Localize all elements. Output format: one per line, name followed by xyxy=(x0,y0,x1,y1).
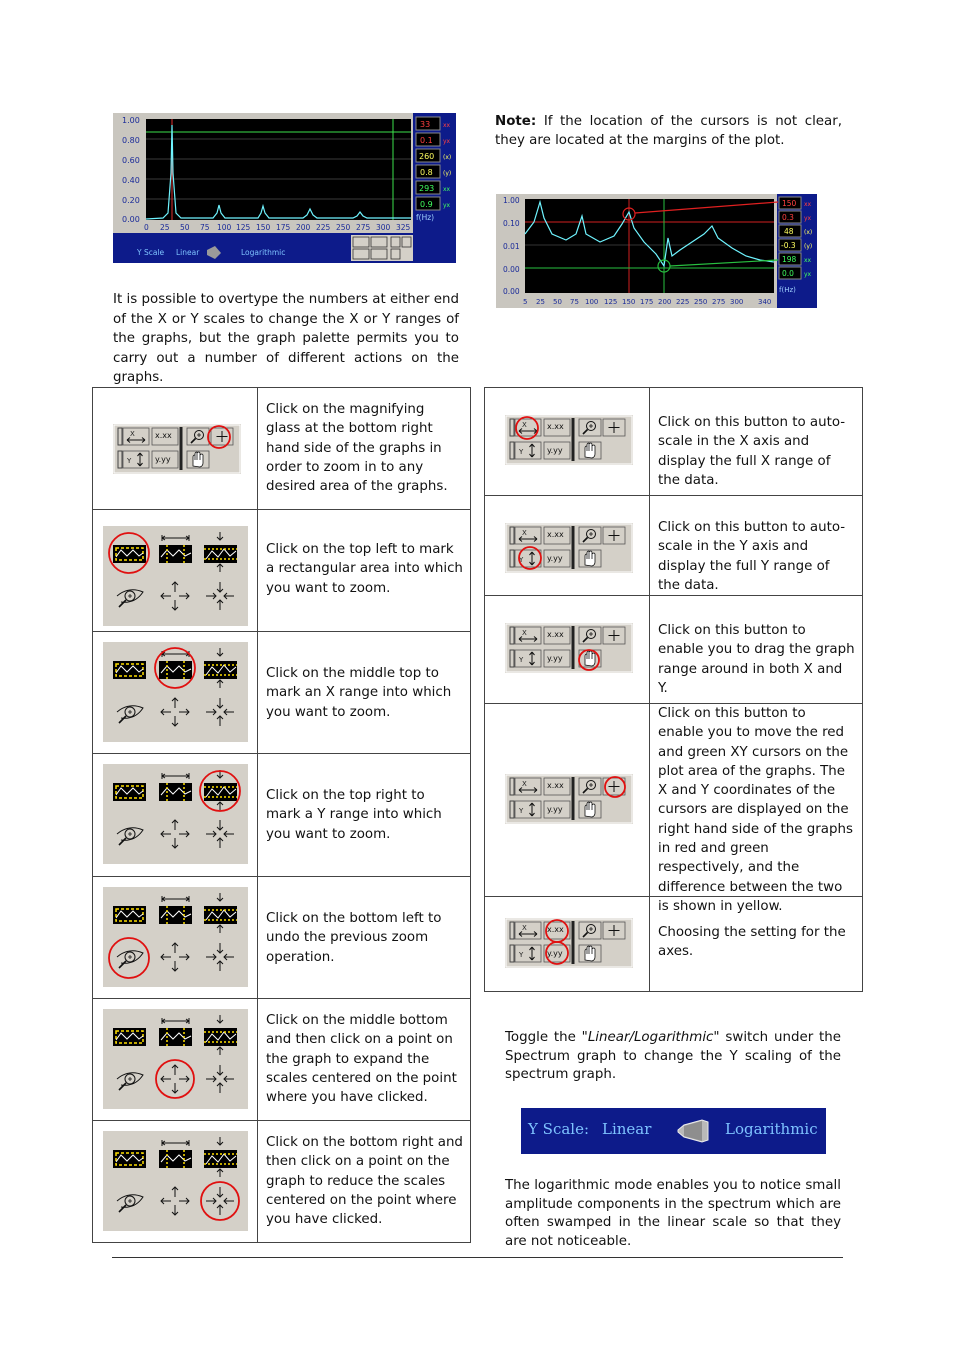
y-tick: 0.80 xyxy=(122,136,140,145)
x-unit: f(Hz) xyxy=(416,213,435,222)
table-row xyxy=(93,754,470,877)
zoom-palette-image xyxy=(103,1009,248,1109)
graph-palette-image xyxy=(505,918,633,968)
readout-value: 0.9 xyxy=(420,200,433,209)
readout-value: 0.8 xyxy=(420,168,433,177)
x-tick: 125 xyxy=(236,223,251,232)
readout-unit: (y) xyxy=(443,170,452,177)
x-tick: 200 xyxy=(296,223,311,232)
linear-option[interactable]: Linear xyxy=(602,1120,652,1138)
x-tick: 100 xyxy=(217,223,232,232)
spectrum-graph xyxy=(113,113,456,263)
table-row xyxy=(93,632,470,754)
y-tick: 0.20 xyxy=(122,196,140,205)
readout-unit: (x) xyxy=(443,154,452,161)
x-tick: 250 xyxy=(694,298,708,306)
x-tick: 275 xyxy=(712,298,726,306)
x-tick: 150 xyxy=(622,298,636,306)
note-paragraph xyxy=(495,113,842,150)
y-tick: 0.01 xyxy=(503,242,520,251)
graph-palette-image xyxy=(505,774,633,824)
yscale-label: Y Scale: xyxy=(528,1120,590,1138)
x-tick: 340 xyxy=(758,298,772,306)
readout-unit: yx xyxy=(443,202,451,209)
readout-unit: yx xyxy=(804,271,812,278)
y-tick: 1.00 xyxy=(122,116,140,125)
x-tick: 175 xyxy=(640,298,654,306)
y-tick: 0.40 xyxy=(122,176,140,185)
x-tick: 100 xyxy=(585,298,599,306)
x-tick: 175 xyxy=(276,223,291,232)
yscale-label: Y Scale xyxy=(137,248,165,257)
zoom-actions-table xyxy=(92,387,471,1243)
note-text: If the location of the cursors is not clear, they are located at the margins of the plot. xyxy=(495,114,842,148)
note-label: Note: xyxy=(495,114,537,129)
x-tick: 25 xyxy=(160,223,170,232)
row-description: Click on the magnifying glass at the bottom right hand side of the graphs in order to zoom in to any desired area of the graphs. xyxy=(266,402,448,495)
table-row xyxy=(485,388,862,496)
table-row xyxy=(93,877,470,999)
x-tick: 50 xyxy=(553,298,562,306)
zoom-palette-image xyxy=(103,526,248,626)
row-description: Click on this button to enable you to drag the graph range around in both X and Y. xyxy=(658,623,855,696)
readout-unit: yx xyxy=(804,215,812,222)
log-label: Logarithmic xyxy=(241,248,286,257)
readout-unit: xx xyxy=(804,257,812,264)
x-tick: 125 xyxy=(604,298,618,306)
toggle-text-em: Linear/Logarithmic xyxy=(587,1030,714,1045)
linear-label: Linear xyxy=(176,248,200,257)
x-tick: 225 xyxy=(676,298,690,306)
readout-unit: xx xyxy=(443,186,451,193)
x-unit: f(Hz) xyxy=(779,286,796,294)
log-paragraph: The logarithmic mode enables you to notice small amplitude components in the spectrum which are often swamped in the linear scale so that they are not noticeable. xyxy=(505,1178,841,1249)
y-tick: 1.00 xyxy=(503,196,520,205)
readout-value: 150 xyxy=(782,199,797,208)
x-tick: 325 xyxy=(396,223,411,232)
readout-value: 0.0 xyxy=(782,269,794,278)
readout-value: 293 xyxy=(419,184,435,193)
toggle-text-pre: Toggle the " xyxy=(505,1030,588,1045)
cursor-graph xyxy=(496,194,817,308)
x-tick: 0 xyxy=(144,223,149,232)
x-tick: 250 xyxy=(336,223,351,232)
table-row xyxy=(93,999,470,1121)
zoom-palette-image xyxy=(103,1131,248,1231)
graph-palette-image xyxy=(505,623,633,673)
x-tick: 5 xyxy=(523,298,528,306)
readout-value: 260 xyxy=(419,152,435,161)
x-tick: 25 xyxy=(536,298,545,306)
readout-value: 0.1 xyxy=(420,136,433,145)
row-description: Click on the top right to mark a Y range into which you want to zoom. xyxy=(266,788,442,842)
logarithmic-option[interactable]: Logarithmic xyxy=(725,1120,818,1138)
y-tick: 0.00 xyxy=(503,265,520,274)
zoom-palette-image xyxy=(103,642,248,742)
readout-value: 33 xyxy=(420,120,431,129)
x-tick: 225 xyxy=(316,223,331,232)
graph-palette-image xyxy=(505,415,633,465)
x-tick: 300 xyxy=(376,223,391,232)
toggle-paragraph xyxy=(505,1029,841,1085)
cursor-x-ticks xyxy=(523,298,771,306)
table-row xyxy=(485,596,862,704)
intro-paragraph: It is possible to overtype the numbers at either end of the X or Y scales to change the X or Y ranges of the graphs, but the graph palette permits you to carry out a number of different actions on the graphs. xyxy=(113,292,459,385)
row-description: Choosing the setting for the axes. xyxy=(658,925,846,960)
table-row xyxy=(485,897,862,991)
toggle-switch-icon[interactable] xyxy=(674,1118,710,1144)
x-tick: 300 xyxy=(730,298,744,306)
row-description: Click on this button to auto-scale in the X axis and display the full X range of the data. xyxy=(658,415,846,488)
row-description: Click on the bottom right and then click on a point on the graph to reduce the scales centered on the point where you have clicked. xyxy=(266,1135,463,1228)
palette-buttons-table xyxy=(484,387,863,992)
readout-unit: xx xyxy=(804,201,812,208)
table-row xyxy=(93,388,470,510)
zoom-palette-image xyxy=(103,887,248,987)
zoom-palette-image xyxy=(103,764,248,864)
readout-unit: yx xyxy=(443,138,451,145)
readout-unit: xx xyxy=(443,122,451,129)
table-row xyxy=(93,1121,470,1242)
row-description: Click on the middle top to mark an X range into which you want to zoom. xyxy=(266,666,452,720)
readout-value: 0.3 xyxy=(782,213,794,222)
row-description: Click on this button to auto-scale in the Y axis and display the full Y range of the data. xyxy=(658,520,846,593)
row-description: Click on the bottom left to undo the previous zoom operation. xyxy=(266,911,442,965)
x-tick: 200 xyxy=(658,298,672,306)
table-row xyxy=(485,704,862,914)
y-tick: 0.00 xyxy=(503,287,520,296)
readout-unit: (y) xyxy=(804,243,813,250)
y-tick: 0.10 xyxy=(503,219,520,228)
x-tick: 75 xyxy=(200,223,210,232)
graph-palette-image xyxy=(113,424,241,474)
row-description: Click on the top left to mark a rectangular area into which you want to zoom. xyxy=(266,542,463,596)
row-description: Click on this button to enable you to move the red and green XY cursors on the plot area of the graphs. The X and Y coordinates of the cursors are displayed on the right hand side of the graphs in red and green respectively, and the difference between the two is shown in yellow. xyxy=(658,706,853,914)
readout-value: -0.3 xyxy=(781,241,796,250)
readout-unit: (x) xyxy=(804,229,813,236)
table-row xyxy=(93,510,470,632)
table-row xyxy=(485,496,862,596)
y-tick: 0.60 xyxy=(122,156,140,165)
row-description: Click on the middle bottom and then click on a point on the graph to expand the scales centered on the point where you have clicked. xyxy=(266,1013,457,1106)
y-tick: 0.00 xyxy=(122,215,140,224)
yscale-switch[interactable] xyxy=(521,1108,826,1154)
x-tick: 75 xyxy=(570,298,579,306)
x-tick: 50 xyxy=(180,223,190,232)
x-tick: 150 xyxy=(256,223,271,232)
readout-value: 48 xyxy=(784,227,794,236)
graph-palette-image xyxy=(505,523,633,573)
readout-value: 198 xyxy=(782,255,797,264)
x-tick: 275 xyxy=(356,223,371,232)
toggle-text-post: " switch under the Spectrum graph to change the Y scaling of the spectrum graph. xyxy=(505,1030,841,1082)
footer-rule xyxy=(112,1257,843,1258)
